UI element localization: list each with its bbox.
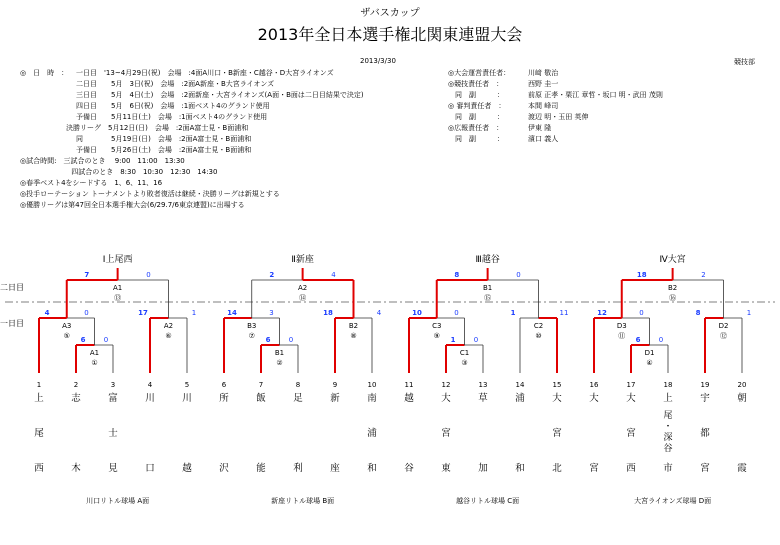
- score-left: 1: [450, 336, 456, 344]
- note-row: ◎春季ベスト4をシードする 1、6、11、16: [20, 179, 163, 187]
- team-name-char: 足: [293, 393, 303, 404]
- game-code: C3: [432, 322, 442, 330]
- schedule-row: 予備日 5月26日(土) 会場 :2面A富士見・B面浦和: [76, 146, 252, 154]
- team-name-char: 和: [367, 463, 377, 474]
- schedule-row: ◎ 日 時 ： 一日目 '13~4月29日(祝) 会場 :4面A川口・B新座・C越谷・D大宮ライオンズ: [20, 69, 334, 77]
- team-name-char: 口: [145, 463, 155, 474]
- game-code: B1: [274, 349, 285, 357]
- game-number: ⑧: [350, 332, 357, 340]
- score-left: 6: [80, 336, 86, 344]
- game-number: ⑯: [669, 294, 677, 302]
- score-right: 0: [454, 309, 459, 317]
- game-number: ④: [646, 359, 653, 367]
- team-number: 17: [626, 381, 636, 389]
- team-name-char: 志: [71, 393, 81, 404]
- venue-label: 新座リトル球場 B面: [271, 497, 335, 505]
- team-number: 3: [110, 381, 116, 389]
- team-name-char: 大: [552, 393, 562, 404]
- game-number: ⑦: [248, 332, 255, 340]
- team-name-char: 沢: [219, 463, 229, 474]
- game-code: B2: [667, 284, 678, 292]
- score-left: 6: [635, 336, 641, 344]
- game-code: C2: [533, 322, 544, 330]
- team-number: 19: [700, 381, 710, 389]
- game-number: ⑥: [165, 332, 172, 340]
- score-left: 1: [510, 309, 516, 317]
- team-name-char: 南: [367, 393, 377, 404]
- official-row: ◎大会運営責任者： 川﨑 敬治: [448, 69, 559, 77]
- team-name-char: 士: [108, 428, 118, 439]
- game-number: ③: [461, 359, 468, 367]
- team-name-char: 谷: [663, 444, 673, 454]
- team-number: 14: [515, 381, 525, 389]
- team-number: 11: [404, 381, 414, 389]
- day1-label: 一日目: [0, 319, 24, 328]
- score-right: 0: [84, 309, 89, 317]
- team-number: 6: [221, 381, 227, 389]
- official-row: 同 副 ： 渡辺 明・玉田 英伸: [448, 113, 589, 121]
- official-row: ◎ 審判責任者 ： 本間 峰司: [448, 102, 559, 110]
- team-name-char: 飯: [256, 393, 266, 404]
- score-left: 7: [84, 271, 90, 279]
- official-row: 同 副 ： 前原 正孝・栗江 章哲・坂口 明・武田 茂則: [448, 91, 663, 99]
- team-name-char: 新: [330, 393, 340, 404]
- venue-label: 川口リトル球場 A面: [86, 497, 150, 505]
- note-row: ◎投手ローテーション トーナメントより敗者復活は継続・決勝リーグは新規とする: [20, 190, 280, 198]
- score-right: 0: [658, 336, 664, 344]
- team-name-char: 宮: [626, 428, 636, 439]
- team-name-char: 西: [626, 463, 636, 474]
- team-name-char: 北: [552, 463, 562, 474]
- team-number: 15: [552, 381, 562, 389]
- team-name-char: ・: [663, 422, 673, 432]
- score-right: 4: [331, 271, 336, 279]
- schedule-row: 予備日 5月11日(土) 会場 :1面ベスト4のグランド使用: [76, 113, 268, 121]
- score-left: 8: [695, 309, 701, 317]
- team-name-char: 能: [256, 463, 266, 474]
- team-name-char: 宮: [700, 463, 710, 474]
- note-row: ◎優勝リーグは第47回全日本選手権大会(6/29.7/6東京連盟)に出場する: [20, 201, 245, 209]
- team-name-char: 見: [108, 463, 118, 474]
- score-right: 1: [191, 309, 197, 317]
- venue-label: 越谷リトル球場 C面: [456, 497, 520, 505]
- game-number: ⑮: [484, 294, 492, 302]
- team-name-char: 上: [663, 393, 673, 404]
- department-label: 競技部: [734, 58, 755, 66]
- team-name-char: 西: [34, 463, 44, 474]
- team-name-char: 和: [515, 463, 525, 474]
- issue-date: 2013/3/30: [360, 57, 396, 65]
- team-name-char: 谷: [404, 463, 414, 474]
- game-code: B3: [247, 322, 257, 330]
- score-left: 10: [412, 309, 422, 317]
- team-number: 9: [332, 381, 338, 389]
- team-name-char: 大: [441, 393, 451, 404]
- score-right: 3: [269, 309, 274, 317]
- score-left: 12: [597, 309, 607, 317]
- venue-label: 大宮ライオンズ球場 D面: [634, 497, 712, 505]
- score-left: 18: [323, 309, 333, 317]
- team-number: 5: [184, 381, 190, 389]
- game-number: ⑤: [63, 332, 70, 340]
- team-name-char: 越: [404, 393, 414, 404]
- game-code: B2: [348, 322, 359, 330]
- score-right: 4: [376, 309, 382, 317]
- game-code: A1: [113, 284, 123, 292]
- game-code: D3: [616, 322, 627, 330]
- team-name-char: 霞: [737, 463, 747, 474]
- score-left: 4: [44, 309, 50, 317]
- team-name-char: 宮: [441, 428, 451, 439]
- score-left: 18: [636, 271, 647, 279]
- schedule-row: 同 5月19日(日) 会場 :2面A富士見・B面浦和: [76, 135, 252, 143]
- score-right: 11: [559, 309, 569, 317]
- game-code: A2: [163, 322, 174, 330]
- team-number: 8: [295, 381, 301, 389]
- team-name-char: 朝: [737, 393, 747, 404]
- score-left: 17: [138, 309, 148, 317]
- score-right: 0: [288, 336, 294, 344]
- block-name: Ⅰ上尾西: [102, 255, 133, 265]
- team-name-char: 大: [589, 393, 599, 404]
- game-number: ⑨: [433, 332, 440, 340]
- team-name-char: 宇: [700, 393, 710, 404]
- official-row: 同 副 ： 濱口 義人: [448, 135, 559, 143]
- team-name-char: 所: [219, 393, 229, 404]
- schedule-row: 決勝リーグ 5月12日(日) 会場 :2面A富士見・B面浦和: [66, 124, 249, 132]
- block-name: Ⅲ越谷: [475, 255, 500, 265]
- team-name-char: 草: [478, 393, 488, 404]
- team-name-char: 宮: [589, 463, 599, 474]
- score-right: 0: [103, 336, 109, 344]
- block-name: Ⅱ新座: [291, 255, 314, 265]
- score-left: 14: [227, 309, 237, 317]
- game-number: ①: [91, 359, 98, 367]
- page-title: 2013年全日本選手権北関東連盟大会: [257, 25, 523, 44]
- team-number: 10: [367, 381, 377, 389]
- team-number: 20: [737, 381, 747, 389]
- score-right: 2: [701, 271, 706, 279]
- team-name-char: 大: [626, 393, 636, 404]
- team-name-char: 利: [293, 463, 303, 474]
- team-name-char: 上: [34, 393, 44, 404]
- team-name-char: 川: [182, 393, 192, 404]
- team-number: 13: [478, 381, 488, 389]
- team-number: 12: [441, 381, 451, 389]
- score-left: 2: [269, 271, 275, 279]
- team-name-char: 川: [145, 393, 155, 404]
- team-number: 1: [36, 381, 42, 389]
- team-number: 7: [258, 381, 264, 389]
- team-name-char: [663, 410, 672, 454]
- team-name-char: 尾: [34, 428, 44, 439]
- game-code: D1: [644, 349, 655, 357]
- team-name-char: 木: [71, 463, 81, 474]
- official-row: ◎広報責任者 ： 伊東 隆: [448, 124, 552, 132]
- score-left: 8: [454, 271, 460, 279]
- score-right: 0: [473, 336, 479, 344]
- schedule-row: 四日目 5月 6日(祝) 会場 :1面ベスト4のグランド使用: [76, 102, 270, 110]
- game-code: C1: [459, 349, 470, 357]
- sponsor-title: ザバスカップ: [360, 8, 420, 19]
- score-right: 1: [746, 309, 752, 317]
- team-name-char: 浦: [515, 393, 525, 404]
- team-name-char: 越: [182, 463, 192, 474]
- team-name-char: 都: [700, 428, 710, 439]
- note-row: 四試合のとき 8:30 10:30 12:30 14:30: [20, 168, 218, 176]
- team-name-char: 尾: [663, 411, 673, 421]
- game-number: ⑬: [114, 294, 122, 302]
- team-number: 18: [663, 381, 673, 389]
- day2-label: 二日目: [0, 283, 24, 292]
- game-code: B1: [482, 284, 493, 292]
- team-name-char: 深: [663, 433, 673, 443]
- score-right: 0: [639, 309, 644, 317]
- score-right: 0: [146, 271, 151, 279]
- game-code: A2: [298, 284, 308, 292]
- game-number: ⑫: [720, 332, 727, 340]
- team-name-char: 宮: [552, 428, 562, 439]
- team-name-char: 浦: [367, 428, 377, 439]
- game-code: A1: [89, 349, 100, 357]
- game-number: ⑭: [299, 294, 307, 302]
- team-name-char: 加: [478, 463, 488, 474]
- score-left: 6: [265, 336, 271, 344]
- schedule-row: 三日目 5月 4日(土) 会場 :2面新座・大宮ライオンズ(A面・B面は二日目結果で決定): [76, 91, 364, 99]
- team-number: 2: [73, 381, 79, 389]
- game-code: A3: [62, 322, 72, 330]
- team-number: 16: [589, 381, 599, 389]
- score-right: 0: [516, 271, 521, 279]
- team-name-char: 東: [441, 463, 451, 474]
- game-code: D2: [718, 322, 729, 330]
- block-name: Ⅳ大宮: [659, 255, 686, 265]
- schedule-row: 二日目 5月 3日(祝) 会場 :2面A新座・B大宮ライオンズ: [76, 80, 275, 88]
- team-name-char: 市: [663, 463, 673, 474]
- game-number: ②: [276, 359, 283, 367]
- team-name-char: 座: [330, 463, 340, 474]
- official-row: ◎競技責任者 ： 西野 圭一: [448, 80, 559, 88]
- game-number: ⑩: [535, 332, 542, 340]
- game-number: ⑪: [618, 332, 626, 340]
- note-row: ◎試合時間: 三試合のとき 9:00 11:00 13:30: [20, 157, 185, 165]
- team-name-char: 富: [108, 393, 118, 404]
- team-number: 4: [147, 381, 153, 389]
